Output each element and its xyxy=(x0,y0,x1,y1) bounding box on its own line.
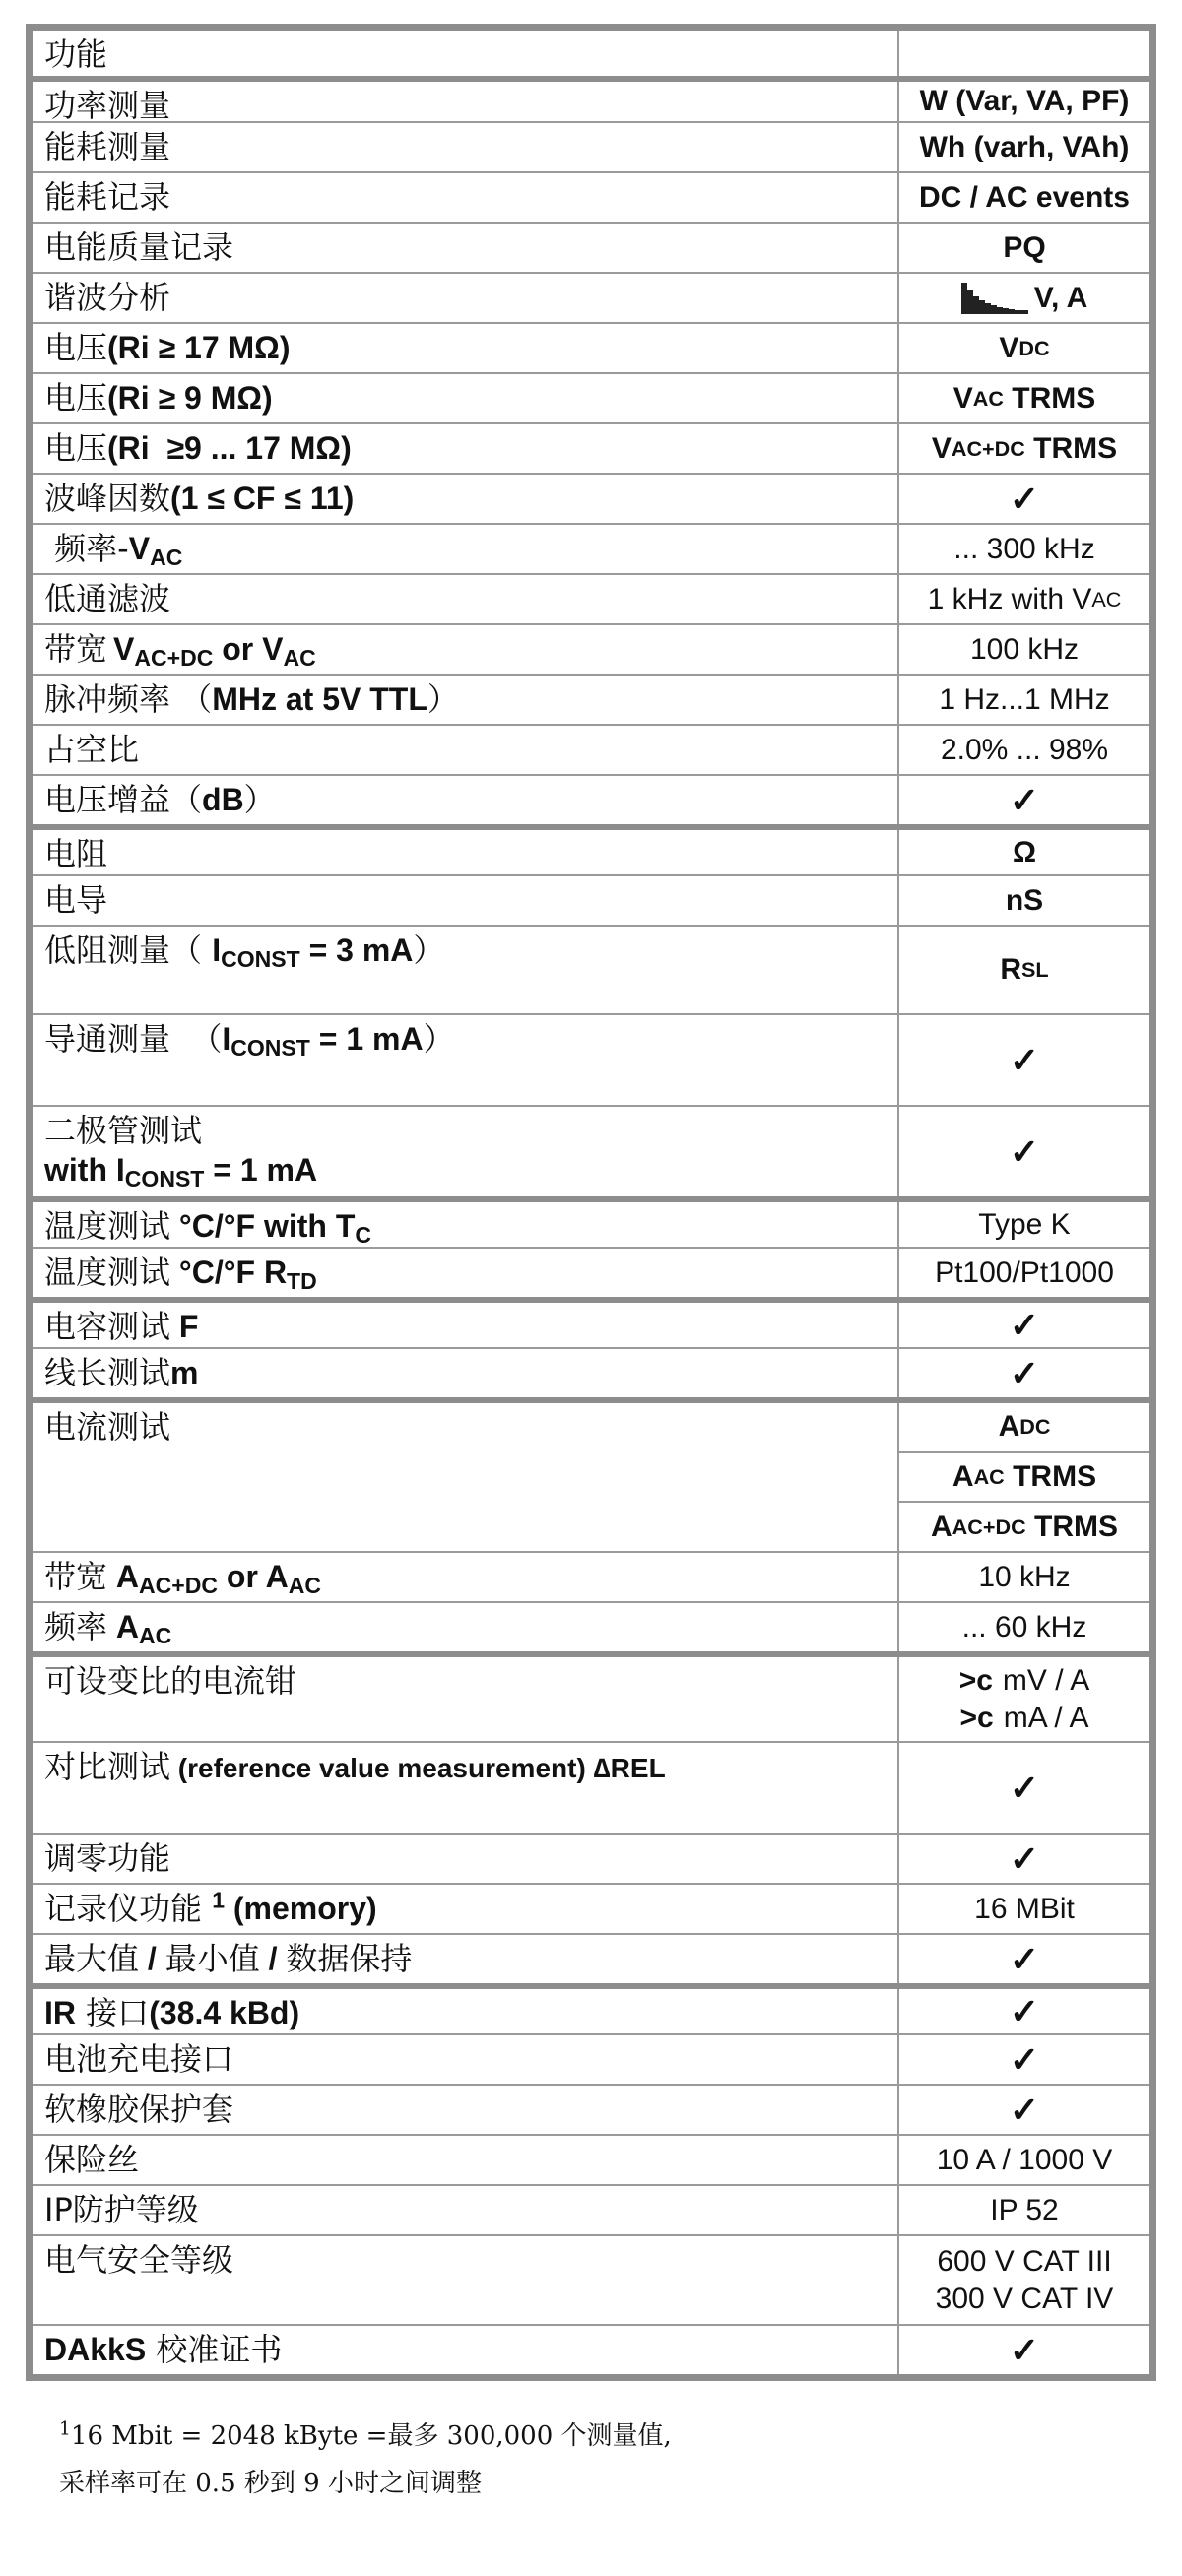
table-row xyxy=(33,2234,1149,2324)
table-row xyxy=(33,1741,1149,1833)
table-row xyxy=(33,322,1149,372)
check-icon: ✓ xyxy=(1009,1130,1040,1172)
row-value: W (Var, VA, PF) xyxy=(919,85,1130,117)
table-row xyxy=(33,674,1149,724)
row-value: IP 52 xyxy=(990,2193,1059,2226)
table-row xyxy=(33,1247,1149,1297)
row-label: 电能质量记录 xyxy=(33,224,899,272)
row-value: 10 kHz xyxy=(978,1560,1071,1593)
table-row xyxy=(33,2084,1149,2134)
row-value xyxy=(899,2326,1149,2374)
table-row xyxy=(33,523,1149,573)
check-icon: ✓ xyxy=(1009,1837,1040,1879)
table-row xyxy=(33,1883,1149,1933)
row-label: 二极管测试 with $I_{CONST} = 1$ mA xyxy=(33,1107,899,1196)
row-label: 电压(Ri ≥9 ... 17 MΩ) xyxy=(33,424,899,473)
row-value xyxy=(899,830,1149,874)
row-value: Type K xyxy=(978,1207,1071,1241)
check-icon: ✓ xyxy=(1009,1039,1040,1080)
row-label: 能耗记录 xyxy=(33,173,899,222)
table-row xyxy=(33,171,1149,222)
row-value xyxy=(899,2035,1149,2084)
row-label: 最大值 / 最小值 / 数据保持 xyxy=(33,1935,899,1983)
row-value xyxy=(899,1743,1149,1833)
row-label: 电池充电接口 xyxy=(33,2035,899,2084)
table-row xyxy=(33,2134,1149,2184)
table-row xyxy=(33,774,1149,824)
table-row xyxy=(33,1651,1149,1741)
row-label: 电压增益（dB） xyxy=(33,776,899,824)
table-row xyxy=(33,874,1149,925)
current-clamp-icon: >c xyxy=(959,1701,994,1734)
row-label: IR 接口(38.4 kBd) xyxy=(33,1989,899,2033)
row-value xyxy=(899,1835,1149,1883)
row-value: 1 Hz...1 MHz xyxy=(939,682,1110,716)
table-row xyxy=(33,1196,1149,1247)
row-value: V AC TRMS xyxy=(952,381,1096,415)
check-icon: ✓ xyxy=(1009,2329,1040,2370)
row-label: 功率测量 xyxy=(33,82,899,121)
row-value: 1 kHz with V AC xyxy=(927,582,1122,615)
check-icon: ✓ xyxy=(1009,2038,1040,2080)
row-label: 电压(Ri ≥ 17 MΩ) xyxy=(33,324,899,372)
table-row xyxy=(33,372,1149,422)
row-value xyxy=(899,1989,1149,2033)
row-label: 带宽 $A_{AC+DC}$ or $A_{AC}$ xyxy=(33,1553,899,1601)
row-value: Pt100/Pt1000 xyxy=(935,1256,1114,1289)
row-label: 低通滤波 xyxy=(33,575,899,623)
table-row xyxy=(33,1105,1149,1196)
row-label: 电压(Ri ≥ 9 MΩ) xyxy=(33,374,899,422)
row-label: DAkkS 校准证书 xyxy=(33,2326,899,2374)
table-row xyxy=(33,1347,1149,1397)
table-row xyxy=(33,272,1149,322)
spec-table xyxy=(26,24,1156,2381)
table-row xyxy=(33,724,1149,774)
check-icon: ✓ xyxy=(1009,779,1040,820)
row-label: 保险丝 xyxy=(33,2136,899,2184)
table-row xyxy=(33,1551,1149,1601)
row-label: 对比测试 (reference value measurement) ∆REL xyxy=(33,1743,899,1833)
table-row xyxy=(33,1983,1149,2033)
footnote-line-2: 采样率可在 0.5 秒到 9 小时之间调整 xyxy=(59,2469,482,2498)
row-label: 温度测试 °C/°F $R_{TD}$ xyxy=(33,1249,899,1297)
row-label: 能耗测量 xyxy=(33,123,899,171)
table-row xyxy=(33,1013,1149,1105)
row-label: 电导 xyxy=(33,876,899,925)
row-value xyxy=(899,776,1149,824)
row-value: R SL xyxy=(1000,953,1049,986)
table-row xyxy=(33,573,1149,623)
check-icon: ✓ xyxy=(1009,1938,1040,1979)
row-value: A DC A AC TRMS A AC+DC TRMS xyxy=(899,1403,1149,1551)
row-value: V, A xyxy=(899,274,1149,322)
row-label: 软橡胶保护套 xyxy=(33,2086,899,2134)
row-value xyxy=(899,1107,1149,1196)
footnote xyxy=(59,2413,1143,2507)
check-icon: ✓ xyxy=(1009,478,1040,519)
row-value: 100 kHz xyxy=(969,632,1080,666)
row-value xyxy=(899,1015,1149,1105)
row-label: 电气安全等级 xyxy=(33,2236,899,2324)
row-label: 温度测试 °C/°F with $T_C$ xyxy=(33,1202,899,1247)
row-value xyxy=(899,1935,1149,1983)
row-label: 调零功能 xyxy=(33,1835,899,1883)
row-value: ... 300 kHz xyxy=(953,532,1095,565)
row-value xyxy=(899,2086,1149,2134)
row-value: DC / AC events xyxy=(919,180,1130,214)
row-label: 频率 $A_{AC}$ xyxy=(33,1603,899,1651)
row-value: nS xyxy=(1005,883,1044,917)
row-value xyxy=(899,31,1149,76)
check-icon: ✓ xyxy=(1009,2089,1040,2130)
table-row xyxy=(33,1601,1149,1651)
table-row xyxy=(33,473,1149,523)
row-value: 600 V CAT III 300 V CAT IV xyxy=(935,2244,1114,2315)
harmonics-bars-icon xyxy=(961,283,1028,314)
row-label: 记录仪功能 $^1$ (memory) xyxy=(33,1885,899,1933)
row-label: 脉冲频率 （MHz at 5V TTL） xyxy=(33,676,899,724)
row-label: 电容测试 F xyxy=(33,1303,899,1347)
footnote-line-1: $^1$16 Mbit = 2048 kByte =最多 300,000 个测量值, xyxy=(59,2418,672,2451)
row-label: 谐波分析 xyxy=(33,274,899,322)
table-row xyxy=(33,623,1149,674)
table-row xyxy=(33,1833,1149,1883)
row-label: 频率$-V_{AC}$ xyxy=(33,525,899,573)
check-icon: ✓ xyxy=(1009,1767,1040,1808)
row-label: 带宽 $V_{AC+DC}$ or $V_{AC}$ xyxy=(33,625,899,674)
current-clamp-icon: >c xyxy=(958,1663,993,1697)
row-value xyxy=(899,1303,1149,1347)
row-label: IP防护等级 xyxy=(33,2186,899,2234)
table-row xyxy=(33,2184,1149,2234)
row-value: PQ xyxy=(1003,230,1046,264)
row-value: V DC xyxy=(999,331,1050,364)
row-value: 10 A / 1000 V xyxy=(936,2143,1113,2176)
table-row xyxy=(33,2033,1149,2084)
table-row xyxy=(33,422,1149,473)
row-value: Wh (varh, VAh) xyxy=(919,130,1130,163)
row-value: ... 60 kHz xyxy=(961,1610,1087,1643)
row-value: 16 MBit xyxy=(974,1892,1075,1925)
row-label: 线长测试m xyxy=(33,1349,899,1397)
row-value: 2.0% ... 98% xyxy=(940,733,1109,766)
ohm-symbol: Ω xyxy=(1012,835,1037,869)
check-icon: ✓ xyxy=(1009,1352,1040,1393)
table-row xyxy=(33,76,1149,121)
row-label: 占空比 xyxy=(33,726,899,774)
row-label: 功能 xyxy=(33,31,899,76)
row-label: 电阻 xyxy=(33,830,899,874)
row-label: 导通测量 （$I_{CONST} = 1$ mA） xyxy=(33,1015,899,1105)
table-row xyxy=(33,1933,1149,1983)
row-label: 波峰因数(1 ≤ CF ≤ 11) xyxy=(33,475,899,523)
row-value: V AC+DC TRMS xyxy=(931,431,1118,465)
table-row xyxy=(33,1297,1149,1347)
row-value: >c mV / A >c mA / A xyxy=(899,1657,1149,1741)
row-label: 可设变比的电流钳 xyxy=(33,1657,899,1741)
table-row xyxy=(33,222,1149,272)
row-label: 低阻测量（ $I_{CONST} = 3$ mA） xyxy=(33,927,899,1013)
table-row xyxy=(33,2324,1149,2374)
row-label: 电流测试 xyxy=(33,1403,899,1551)
table-row xyxy=(33,121,1149,171)
table-row-header xyxy=(33,31,1149,76)
table-row xyxy=(33,824,1149,874)
check-icon: ✓ xyxy=(1009,1990,1040,2031)
table-row xyxy=(33,1397,1149,1551)
row-value xyxy=(899,475,1149,523)
check-icon: ✓ xyxy=(1009,1304,1040,1345)
table-row xyxy=(33,925,1149,1013)
row-value xyxy=(899,1349,1149,1397)
